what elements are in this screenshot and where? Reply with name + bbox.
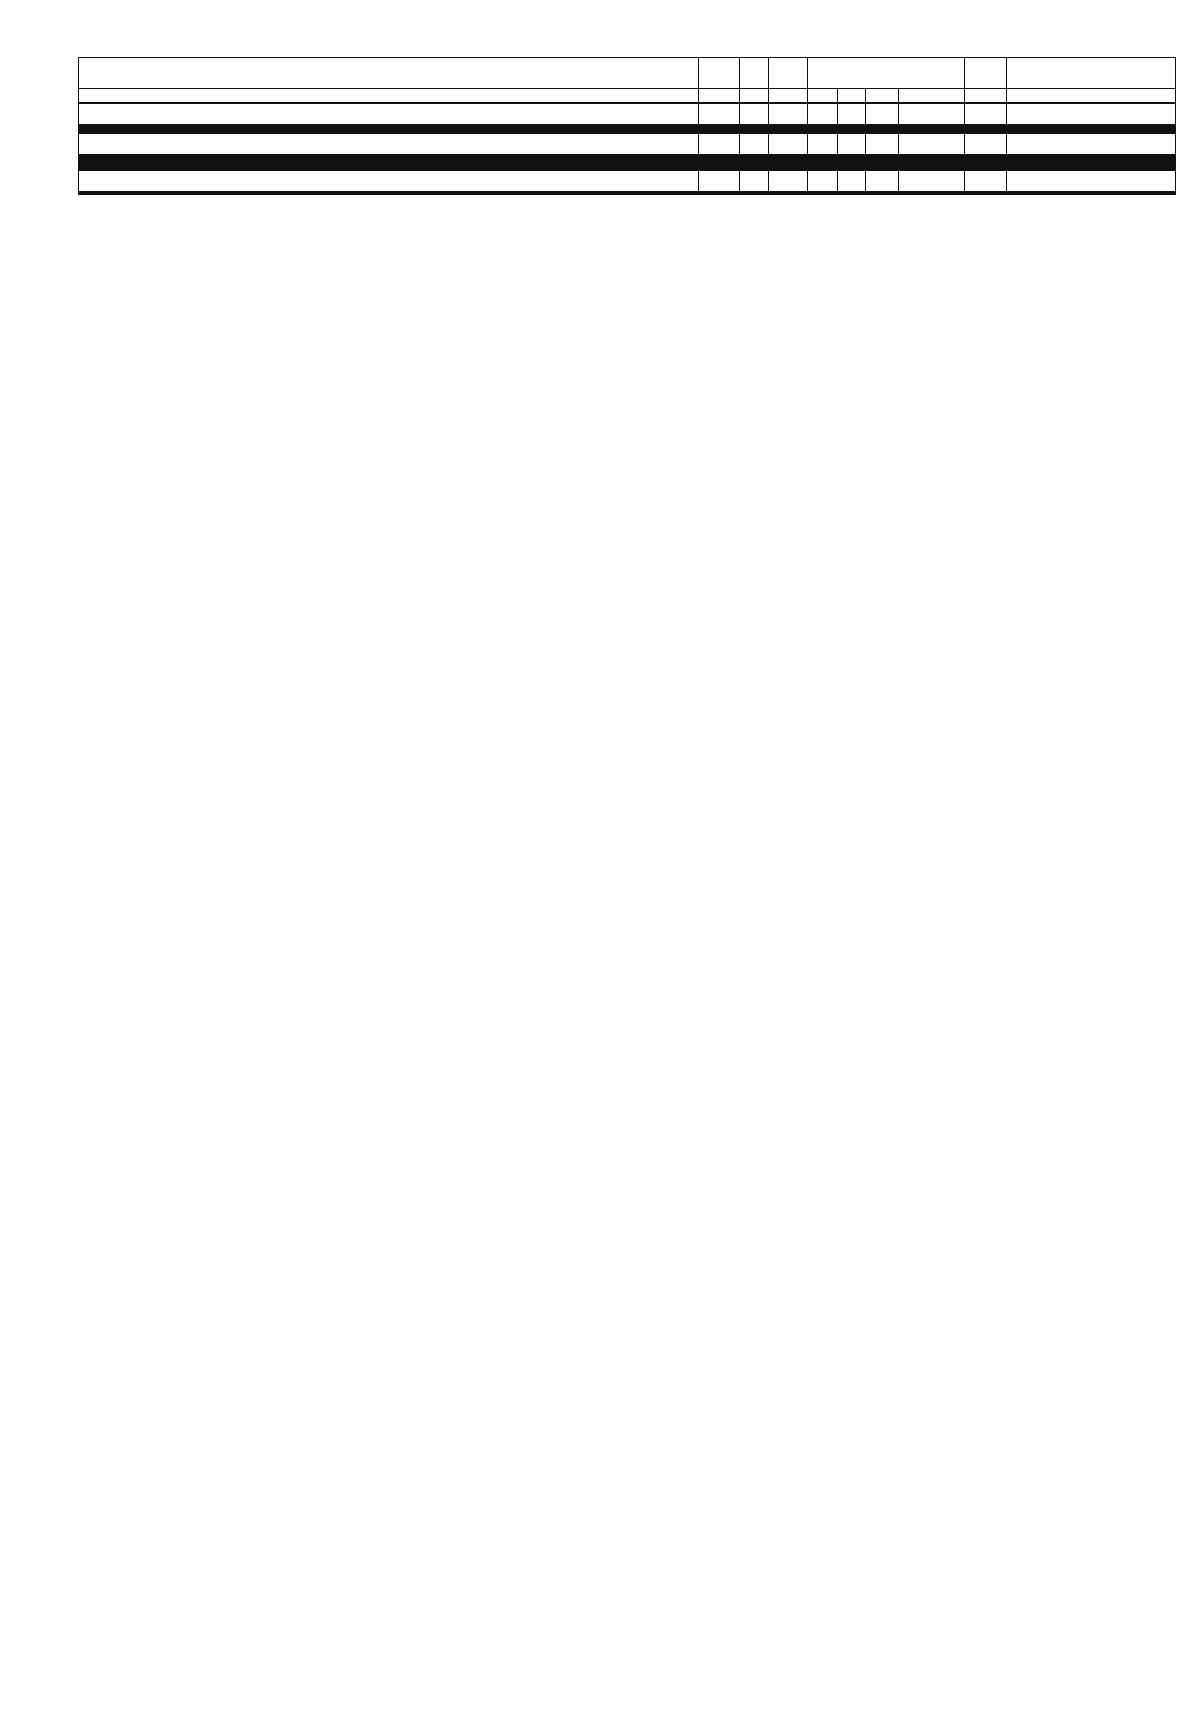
table-row xyxy=(79,194,1176,195)
column-number xyxy=(866,89,899,103)
spacer-row xyxy=(79,134,1176,155)
row-vr xyxy=(965,194,1007,195)
header-csr xyxy=(808,58,965,89)
column-number xyxy=(699,89,740,103)
header-rz xyxy=(740,58,769,89)
header-amount xyxy=(1007,58,1176,89)
header-adm xyxy=(699,58,740,89)
column-number xyxy=(79,89,699,103)
table-header xyxy=(79,58,1176,103)
budget-table xyxy=(78,57,1176,195)
row-amount xyxy=(1007,194,1176,195)
row-csr-6 xyxy=(838,194,866,195)
row-name xyxy=(79,194,699,195)
row-adm xyxy=(699,194,740,195)
row-prz xyxy=(769,194,808,195)
header-name xyxy=(79,58,699,89)
table-body xyxy=(79,103,1176,195)
header-prz xyxy=(769,58,808,89)
column-number-row xyxy=(79,89,1176,103)
row-csr-7 xyxy=(866,194,899,195)
column-number xyxy=(740,89,769,103)
header-vr xyxy=(965,58,1007,89)
column-number xyxy=(1007,89,1176,103)
row-rz xyxy=(740,194,769,195)
column-number xyxy=(965,89,1007,103)
column-number xyxy=(899,89,965,103)
column-number xyxy=(769,89,808,103)
row-csr-8 xyxy=(899,194,965,195)
column-number xyxy=(808,89,838,103)
column-number xyxy=(838,89,866,103)
spacer-row xyxy=(79,104,1176,125)
spacer-row xyxy=(79,171,1176,192)
row-csr-5 xyxy=(808,194,838,195)
